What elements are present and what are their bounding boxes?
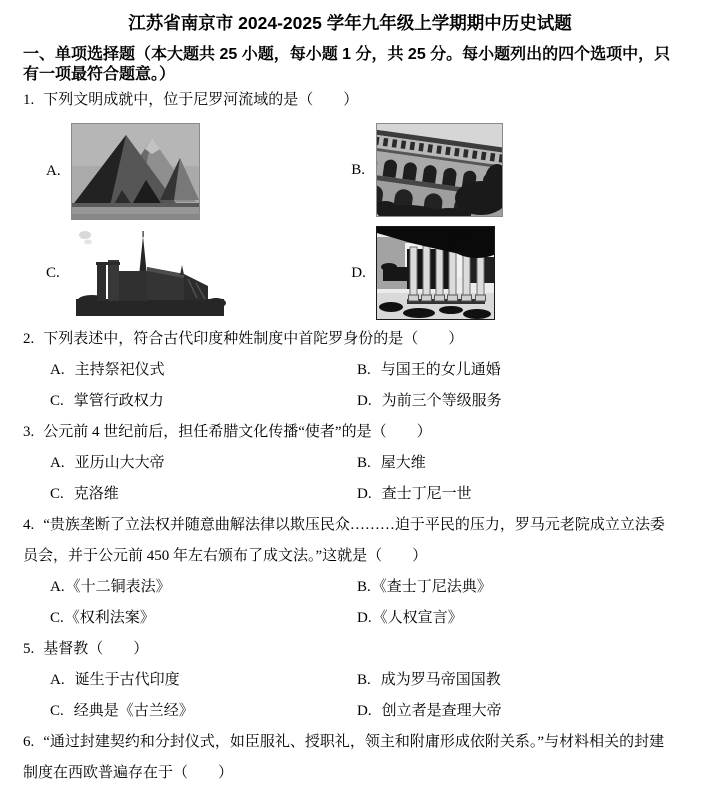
option-c xyxy=(50,479,357,510)
option-d-label: D. xyxy=(357,703,372,719)
option-b xyxy=(357,455,426,471)
option-b-text: 屋大维 xyxy=(380,455,426,471)
option-a xyxy=(50,448,357,479)
option-a xyxy=(50,665,357,696)
option-b-label: B. xyxy=(357,455,371,471)
question-2 xyxy=(23,324,677,355)
option-d-label: D. xyxy=(357,393,372,409)
option-b xyxy=(357,579,492,595)
question-3-text: 公元前 4 世纪前后，担任希腊文化传播“使者”的是（ ） xyxy=(43,424,432,440)
section-header: 一、单项选择题（本大题共 25 小题，每小题 1 分，共 25 分。每小题列出的四个选项中，只有一项最符合题意。） xyxy=(23,46,671,83)
option-d-text: 《人权宣言》 xyxy=(372,610,463,626)
page-title: 江苏省南京市 2024-2025 学年九年级上学期期中历史试题 xyxy=(128,13,572,33)
question-2-number: 2. xyxy=(23,331,35,347)
option-c xyxy=(50,386,357,417)
option-c xyxy=(50,696,357,727)
question-5 xyxy=(23,634,677,665)
question-2-options-ab xyxy=(50,355,677,386)
option-a-text: 主持祭祀仪式 xyxy=(74,362,165,378)
option-d-label: D. xyxy=(357,610,372,626)
option-a-label: A. xyxy=(50,579,65,595)
image-option-b-label: B. xyxy=(351,161,365,178)
option-b xyxy=(357,672,501,688)
image-options-row-1 xyxy=(23,124,677,219)
image-option-a-label: A. xyxy=(46,163,61,179)
option-b-text: 《查士丁尼法典》 xyxy=(371,579,492,595)
option-d-text: 查士丁尼一世 xyxy=(381,486,472,502)
question-4-text: “贵族垄断了立法权并随意曲解法律以欺压民众………迫于平民的压力，罗马元老院成立立法委员会，并于公元前 450 年左右颁布了成文法。”这就是（ ） xyxy=(23,517,665,564)
image-option-d xyxy=(350,227,677,319)
question-4-number: 4. xyxy=(23,517,35,533)
option-a-label: A. xyxy=(50,455,65,471)
option-a-text: 《十二铜表法》 xyxy=(65,579,171,595)
option-c-text: 掌管行政权力 xyxy=(73,393,164,409)
option-a xyxy=(50,572,357,603)
image-option-b xyxy=(350,124,677,216)
option-c-text: 经典是《古兰经》 xyxy=(73,703,194,719)
question-5-options-cd xyxy=(50,696,677,727)
question-2-text: 下列表述中，符合古代印度种姓制度中首陀罗身份的是（ ） xyxy=(43,331,464,347)
option-c-label: C. xyxy=(50,610,64,626)
image-option-a xyxy=(23,124,350,219)
option-a-text: 亚历山大大帝 xyxy=(74,455,165,471)
option-d xyxy=(357,703,502,719)
image-option-c-label: C. xyxy=(46,265,60,281)
image-option-c xyxy=(23,227,350,320)
pyramids-of-giza-photo xyxy=(72,124,199,219)
option-b-label: B. xyxy=(357,579,371,595)
option-d-text: 创立者是查理大帝 xyxy=(381,703,502,719)
option-d-text: 为前三个等级服务 xyxy=(381,393,502,409)
option-d xyxy=(357,486,472,502)
option-c-text: 《权利法案》 xyxy=(64,610,155,626)
ancient-column-ruins-photo xyxy=(377,227,494,319)
option-a xyxy=(50,355,357,386)
question-3-number: 3. xyxy=(23,424,35,440)
option-c-label: C. xyxy=(50,703,64,719)
question-3-options-cd xyxy=(50,479,677,510)
option-a-label: A. xyxy=(50,362,65,378)
option-d xyxy=(357,393,502,409)
option-d-label: D. xyxy=(357,486,372,502)
question-3-options-ab xyxy=(50,448,677,479)
question-1-number: 1. xyxy=(23,92,35,108)
question-4-options-ab xyxy=(50,572,677,603)
option-b xyxy=(357,362,501,378)
question-1 xyxy=(23,85,677,116)
option-b-label: B. xyxy=(357,362,371,378)
question-5-text: 基督教（ ） xyxy=(43,641,149,657)
question-5-options-ab xyxy=(50,665,677,696)
image-option-d-label: D. xyxy=(351,264,366,281)
question-2-options-cd xyxy=(50,386,677,417)
question-6-text: “通过封建契约和分封仪式，如臣服礼、授职礼，领主和附庸形成依附关系。”与材料相关的封建制度在西欧普遍存在于（ ） xyxy=(23,734,665,781)
question-5-number: 5. xyxy=(23,641,35,657)
option-d xyxy=(357,610,463,626)
question-6-number: 6. xyxy=(23,734,35,750)
option-c-label: C. xyxy=(50,486,64,502)
option-c-label: C. xyxy=(50,393,64,409)
question-4 xyxy=(23,510,677,572)
question-4-options-cd xyxy=(50,603,677,634)
option-a-text: 诞生于古代印度 xyxy=(74,672,180,688)
roman-aqueduct-photo xyxy=(377,124,502,216)
question-3 xyxy=(23,417,677,448)
option-c xyxy=(50,603,357,634)
notre-dame-cathedral-photo xyxy=(72,227,228,320)
option-b-text: 成为罗马帝国国教 xyxy=(380,672,501,688)
question-1-image-options xyxy=(23,124,677,320)
option-a-label: A. xyxy=(50,672,65,688)
question-6 xyxy=(23,727,677,789)
option-c-text: 克洛维 xyxy=(73,486,119,502)
option-b-label: B. xyxy=(357,672,371,688)
image-options-row-2 xyxy=(23,227,677,320)
option-b-text: 与国王的女儿通婚 xyxy=(380,362,501,378)
question-1-text: 下列文明成就中，位于尼罗河流域的是（ ） xyxy=(43,92,359,108)
